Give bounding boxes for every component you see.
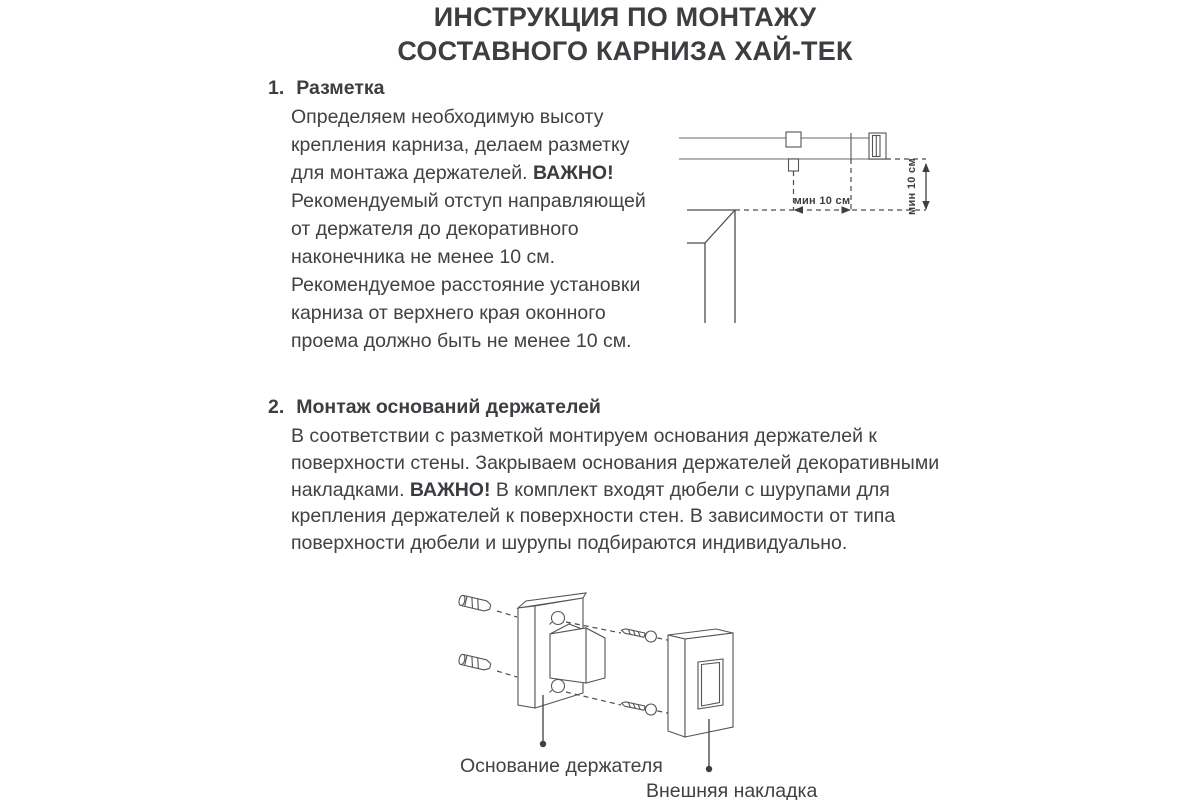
screw-icon (620, 698, 669, 719)
section-1-number: 1. (268, 77, 285, 99)
section-2-title: Монтаж оснований держателей (296, 396, 601, 418)
page-title (300, 0, 950, 68)
label-outer-cover: Внешняя накладка (646, 780, 818, 800)
outer-cover (668, 629, 733, 737)
dimension-label-horizontal: мин 10 см (793, 195, 851, 207)
page-title-line-2: СОСТАВНОГО КАРНИЗА ХАЙ-ТЕК (397, 36, 853, 66)
vertical-dimension (906, 158, 930, 215)
screw-hole (552, 612, 565, 625)
section-1-title: Разметка (296, 77, 385, 99)
wall-bracket (786, 132, 801, 171)
screw-hole (552, 680, 565, 693)
section-2-heading (268, 396, 601, 419)
horizontal-dimension (794, 195, 852, 214)
section-1-paragraph: Определяем необходимую высоту крепления карниза, делаем разметку для монтажа держателей. ВАЖНО! Рекомендуемый отступ направляющей от держателя до декоративного наконечника не менее 10 см. Рекомендуемое расстояние установки карниза от верхнего края оконного проема должно быть не менее 10 см. (291, 106, 646, 352)
page-title-line-1: ИНСТРУКЦИЯ ПО МОНТАЖУ (433, 2, 817, 32)
section-1-heading (268, 77, 384, 100)
marking-diagram (660, 120, 940, 330)
assembly-dashed-line (497, 671, 517, 677)
label-bracket-base: Основание держателя (460, 755, 663, 777)
bracket-boss (550, 624, 605, 683)
bracket-base (518, 593, 605, 708)
section-2-number: 2. (268, 396, 285, 418)
assembly-dashed-line (497, 611, 517, 617)
dimension-label-vertical: мин 10 см (906, 158, 918, 215)
screw-icon (620, 625, 669, 646)
section-2-paragraph: В соответствии с разметкой монтируем основания держателей к поверхности стены. Закрываем основания держателей декоративными накладками. ВАЖНО! В комплект входят дюбели с шурупами для крепления держателей к поверхности стен. В зависимости от типа поверхности дюбели и шурупы подбираются индивидуально. (291, 425, 940, 555)
cornice-rail (679, 138, 886, 159)
finial-end-cap (851, 133, 886, 159)
dowel-icon (458, 595, 491, 612)
window-corner (687, 210, 735, 323)
dowel-icon (458, 654, 491, 671)
